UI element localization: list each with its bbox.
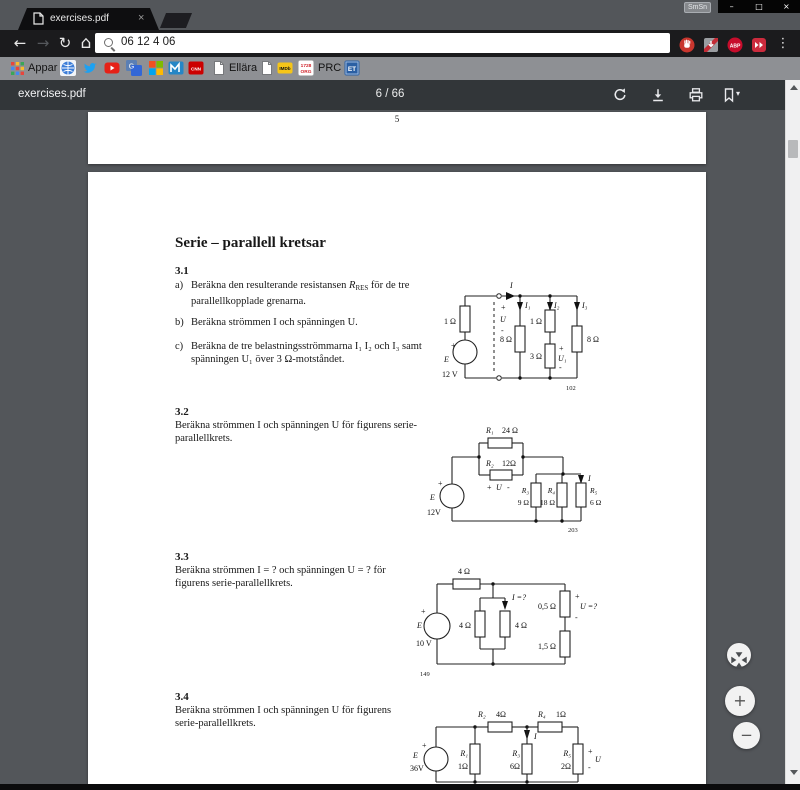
fit-icon xyxy=(727,648,751,672)
search-icon xyxy=(104,38,113,47)
zoom-out-button[interactable]: − xyxy=(733,722,760,749)
bookmarks-bar xyxy=(0,57,800,80)
c34-label-r3v: 6Ω xyxy=(510,762,520,771)
c34-label-r4v: 1Ω xyxy=(556,710,566,719)
c34-label-r1: R₁ xyxy=(460,749,468,758)
c31-label-u1minus: - xyxy=(559,363,562,372)
org-text-1: 1728 xyxy=(300,64,312,70)
c34-label-i: I xyxy=(534,732,537,741)
c32-label-u: U xyxy=(496,483,502,492)
c32-label-r2: R₂ xyxy=(486,459,494,468)
scrollbar[interactable] xyxy=(785,80,800,784)
c31-label-plus: + xyxy=(451,341,456,350)
circuit-33-diagram xyxy=(415,559,690,684)
c33-label-uminus: - xyxy=(575,613,578,622)
circuit-31-diagram xyxy=(440,278,690,398)
c31-label-b3r: 8 Ω xyxy=(587,335,599,344)
circuit-32-diagram xyxy=(420,414,690,539)
exercise-31-number: 3.1 xyxy=(175,265,189,277)
pdf-page-5-partial xyxy=(88,112,706,164)
c31-label-i: I xyxy=(510,281,513,290)
c33-label-uplus: + xyxy=(575,592,580,601)
c32-label-r3v: 9 Ω xyxy=(517,498,529,507)
cnn-bookmark-icon[interactable] xyxy=(188,60,204,76)
home-button[interactable]: ⌂ xyxy=(80,33,92,53)
c34-label-r3: R₃ xyxy=(512,749,520,758)
c31-label-i2: I₂ xyxy=(554,301,560,310)
c34-label-r2v: 4Ω xyxy=(496,710,506,719)
pdf-viewer-canvas[interactable] xyxy=(0,110,785,784)
c33-label-rright: 4 Ω xyxy=(515,621,527,630)
circuit-34-diagram xyxy=(408,694,690,784)
globe-bookmark-icon[interactable] xyxy=(60,60,76,76)
c31-label-uminus: - xyxy=(501,326,504,335)
c32-label-uminus: - xyxy=(507,483,510,492)
fit-to-page-button[interactable] xyxy=(727,643,751,667)
scroll-down-icon[interactable] xyxy=(790,770,798,775)
bookmark-icon[interactable] xyxy=(721,87,737,103)
address-value[interactable]: 06 12 4 06 xyxy=(121,36,176,48)
microsoft-bookmark-icon[interactable] xyxy=(148,60,164,76)
c32-figure-number: 203 xyxy=(568,527,578,534)
pdf-file-icon xyxy=(33,12,44,25)
item-c-text: Beräkna de tre belastningsströmmarna I₁ I₂ och I₃ samt spänningen U₁ över 3 Ω-motståndet. xyxy=(191,341,422,365)
bookmark-ellara-label[interactable]: Ellära xyxy=(229,62,258,74)
c32-label-uplus: + xyxy=(487,483,492,492)
c31-figure-number: 102 xyxy=(566,385,576,392)
back-button[interactable]: ← xyxy=(13,34,27,52)
page-separator: / xyxy=(385,88,389,100)
et-bookmark-icon[interactable] xyxy=(344,60,360,76)
c34-label-r4: R₄ xyxy=(538,710,546,719)
downloader-extension-icon[interactable] xyxy=(703,37,719,53)
c32-label-r2v: 12Ω xyxy=(502,459,516,468)
document2-bookmark-icon[interactable] xyxy=(259,60,275,76)
c31-label-e: E xyxy=(444,355,449,364)
c31-label-ev: 12 V xyxy=(442,370,458,379)
page-current[interactable]: 6 xyxy=(375,88,382,100)
c34-label-uplus: + xyxy=(588,747,593,756)
bookmark-apps-label[interactable]: Appar xyxy=(28,62,58,74)
c34-label-e: E xyxy=(413,751,418,760)
c32-label-r5v: 6 Ω xyxy=(590,498,602,507)
c33-label-i: I =? xyxy=(512,593,527,602)
rotate-icon[interactable] xyxy=(612,87,628,103)
document-bookmark-icon[interactable] xyxy=(211,60,227,76)
c34-label-r5v: 2Ω xyxy=(561,762,571,771)
bookmark-prc-label[interactable]: PRC xyxy=(318,62,342,74)
c31-label-i3: I₃ xyxy=(582,301,588,310)
svg-text:G: G xyxy=(128,63,135,71)
exercise-33-text: Beräkna strömmen I = ? och spänningen U = ? för figurens serie-parallellkrets. xyxy=(175,565,386,589)
c32-label-i: I xyxy=(588,474,591,483)
c32-label-r5: R₅ xyxy=(590,486,598,495)
reload-button[interactable]: ↻ xyxy=(58,34,72,52)
translate-bookmark-icon[interactable] xyxy=(126,60,142,76)
item-b-label: b) xyxy=(175,317,184,328)
c31-label-u: U xyxy=(500,315,506,324)
close-button[interactable]: × xyxy=(782,2,790,11)
exercise-34-number: 3.4 xyxy=(175,691,189,703)
c32-label-plus: + xyxy=(438,479,443,488)
page5-number: 5 xyxy=(394,114,400,124)
c32-label-r4: R₄ xyxy=(547,486,555,495)
c34-label-u: U xyxy=(595,755,601,764)
c32-label-ev: 12V xyxy=(427,508,441,517)
c34-label-plus: + xyxy=(422,741,427,750)
c31-label-b2r1: 1 Ω xyxy=(530,317,542,326)
tab-title: exercises.pdf xyxy=(50,13,109,24)
c31-label-u1plus: + xyxy=(559,344,564,353)
apps-grid-icon[interactable] xyxy=(11,62,24,75)
page-total: 66 xyxy=(391,88,405,100)
exercise-33-number: 3.3 xyxy=(175,551,189,563)
c33-label-plus: + xyxy=(421,607,426,616)
c33-label-u: U =? xyxy=(580,602,598,611)
c34-label-ev: 36V xyxy=(410,764,424,773)
msn-bookmark-icon[interactable] xyxy=(168,60,184,76)
page-indicator xyxy=(310,88,470,100)
youtube-bookmark-icon[interactable] xyxy=(104,60,120,76)
c31-label-b1r: 8 Ω xyxy=(500,335,512,344)
et-text: ET xyxy=(347,66,357,73)
window-controls xyxy=(718,0,800,13)
c33-label-rtop: 4 Ω xyxy=(458,567,470,576)
item-b-text: Beräkna strömmen I och spänningen U. xyxy=(191,317,358,328)
c32-label-e: E xyxy=(430,493,435,502)
c31-label-rseries: 1 Ω xyxy=(444,317,456,326)
tab-close-icon[interactable]: × xyxy=(138,12,145,24)
pdf-page-6 xyxy=(88,172,706,784)
scrollbar-thumb[interactable] xyxy=(788,140,798,158)
maximize-button[interactable]: □ xyxy=(755,2,763,11)
item-c-label: c) xyxy=(175,341,184,352)
c32-label-r1v: 24 Ω xyxy=(502,426,518,435)
org-text-2: ORG xyxy=(300,70,312,75)
twitter-bookmark-icon[interactable] xyxy=(82,60,98,76)
fast-forward-extension-icon[interactable] xyxy=(751,37,767,53)
scroll-up-icon[interactable] xyxy=(790,85,798,90)
forward-button[interactable]: → xyxy=(36,34,50,52)
bookmark-caret-icon[interactable]: ▾ xyxy=(736,89,741,98)
c32-label-r1: R₁ xyxy=(486,426,494,435)
c33-label-rleft: 4 Ω xyxy=(459,621,471,630)
c31-label-uplus: + xyxy=(501,303,506,312)
c32-label-r3: R₃ xyxy=(521,486,529,495)
c33-label-rdown: 1,5 Ω xyxy=(538,642,556,651)
item-a-label: a) xyxy=(175,280,184,291)
imdb-text: IMDb xyxy=(279,66,291,71)
c33-figure-number: 149 xyxy=(420,671,430,678)
c34-label-r1v: 1Ω xyxy=(458,762,468,771)
section-title: Serie – parallell kretsar xyxy=(175,235,326,251)
c34-label-r5: R₅ xyxy=(563,749,571,758)
pdf-filename: exercises.pdf xyxy=(18,88,86,100)
abp-text: ABP xyxy=(729,43,741,50)
bottom-edge-bar xyxy=(0,784,800,790)
c31-label-i1: I₁ xyxy=(525,301,531,310)
imdb-bookmark-icon[interactable] xyxy=(277,60,293,76)
adblock-plus-extension-icon[interactable] xyxy=(727,37,743,53)
c33-label-ev: 10 V xyxy=(416,639,432,648)
download-icon[interactable] xyxy=(650,87,666,103)
c31-label-u1: U₁ xyxy=(558,354,567,363)
cnn-text: CNN xyxy=(191,66,201,72)
exercise-32-text: Beräkna strömmen I och spänningen U för figurens serie- parallellkrets. xyxy=(175,420,418,444)
hand-blocker-extension-icon[interactable] xyxy=(679,37,695,53)
c31-label-b2r2: 3 Ω xyxy=(530,352,542,361)
c34-label-r2: R₂ xyxy=(478,710,486,719)
exercise-32-number: 3.2 xyxy=(175,406,189,418)
minimize-button[interactable]: – xyxy=(729,2,734,11)
item-a-text: Beräkna den resulterande resistansen $R_{RES}$ för de tre parallellkopplade grenarna. xyxy=(191,280,410,307)
c34-label-uminus: - xyxy=(588,763,591,772)
desktop-watermark: SmSn xyxy=(684,2,711,13)
c33-label-rup: 0,5 Ω xyxy=(538,602,556,611)
browser-menu-icon[interactable]: ⋮ xyxy=(776,36,790,51)
address-bar[interactable] xyxy=(95,33,670,53)
c33-label-e: E xyxy=(417,621,422,630)
print-icon[interactable] xyxy=(688,87,704,103)
exercise-34-text: Beräkna strömmen I och spänningen U för figurens serie-parallellkrets. xyxy=(175,705,392,729)
c32-label-r4v: 18 Ω xyxy=(540,498,555,507)
zoom-in-button[interactable]: + xyxy=(725,686,755,716)
1728org-bookmark-icon[interactable] xyxy=(298,60,314,76)
